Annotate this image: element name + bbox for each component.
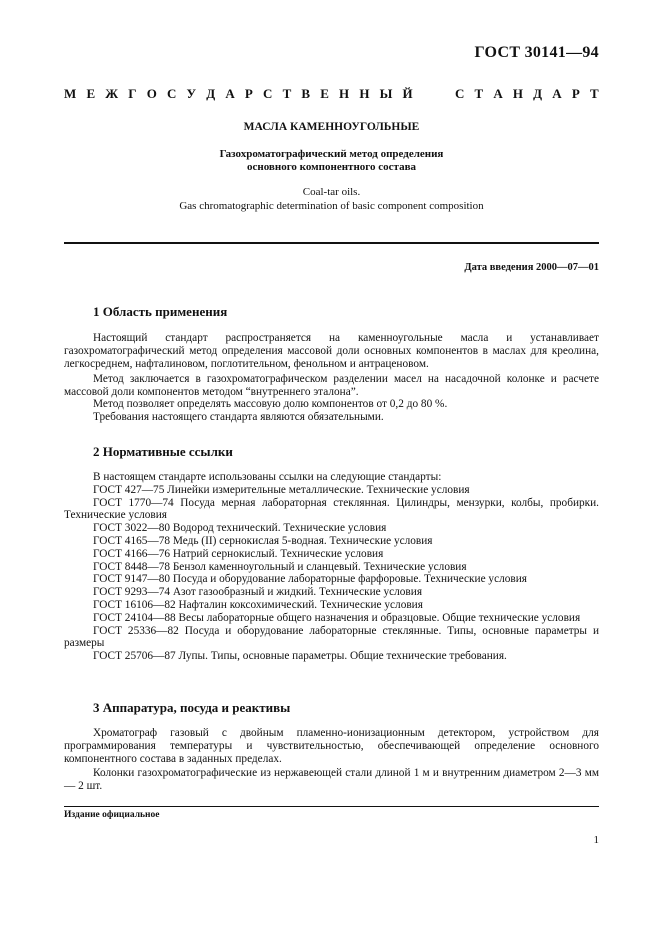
section-heading-normative-references: 2 Нормативные ссылки — [93, 444, 233, 459]
standard-category — [64, 86, 599, 102]
paragraph: Метод заключается в газохроматографическом разделении масел на насадочной колонке и расчете массовой доли компонентов методом “внутреннего эталона”. — [64, 373, 599, 398]
official-edition-label: Издание официальное — [64, 810, 160, 820]
reference-item: ГОСТ 25336—82 Посуда и оборудование лабораторные стеклянные. Типы, основные параметры и размеры — [64, 624, 599, 650]
category-letter: Н — [359, 86, 370, 101]
category-letter: Р — [244, 86, 253, 101]
subtitle-line: основного компонентного состава — [246, 161, 417, 173]
category-word-gap — [423, 86, 445, 102]
category-letter: С — [263, 86, 273, 101]
reference-item: ГОСТ 427—75 Линейки измерительные металлические. Технические условия — [93, 483, 470, 496]
reference-item: ГОСТ 24104—88 Весы лабораторные общего назначения и образцовые. Общие технические условия — [93, 611, 581, 624]
english-title-line: Gas chromatographic determination of basic component composition — [179, 200, 484, 212]
paragraph: Хроматограф газовый с двойным пламенно-ионизационным детектором, устройством для программирования температуры и чувствительностью, обеспечивающей определение основного компонентного состава в заданных пределах. — [64, 727, 599, 765]
reference-item: ГОСТ 4166—76 Натрий сернокислый. Технические условия — [93, 547, 384, 560]
reference-intro: В настоящем стандарте использованы ссылки на следующие стандарты: — [93, 471, 442, 483]
category-letter: Н — [339, 86, 350, 101]
category-letter: Д — [533, 86, 543, 101]
category-letter: М — [64, 86, 77, 101]
reference-item: ГОСТ 4165—78 Медь (II) сернокислая 5-водная. Технические условия — [93, 534, 433, 547]
category-letter: У — [186, 86, 197, 101]
category-letter: Е — [320, 86, 329, 101]
category-letter: В — [301, 86, 311, 101]
reference-item: ГОСТ 3022—80 Водород технический. Технические условия — [93, 522, 387, 535]
reference-item: ГОСТ 9293—74 Азот газообразный и жидкий. Технические условия — [93, 586, 423, 599]
paragraph: Колонки газохроматографические из нержавеющей стали длиной 1 м и внутренним диаметром 2—3 мм — 2 шт. — [64, 767, 599, 792]
category-letter: Ы — [379, 86, 393, 101]
category-letter: Ж — [105, 86, 119, 101]
category-letter: Т — [282, 86, 292, 101]
category-letter: А — [225, 86, 235, 101]
reference-list — [64, 471, 599, 663]
header-divider — [64, 242, 599, 244]
page-number: 1 — [593, 834, 599, 846]
category-letter: Н — [512, 86, 524, 101]
paragraph: Метод позволяет определять массовую долю компонентов от 0,2 до 80 %. — [93, 398, 448, 410]
document-title: МАСЛА КАМЕННОУГОЛЬНЫЕ — [243, 121, 420, 133]
paragraph: Требования настоящего стандарта являются обязательными. — [93, 411, 384, 423]
category-letter: Г — [128, 86, 137, 101]
category-letter: Т — [589, 86, 599, 101]
reference-item: ГОСТ 1770—74 Посуда мерная лабораторная стеклянная. Цилиндры, мензурки, колбы, пробирки. Технические условия — [64, 496, 599, 522]
reference-item: ГОСТ 25706—87 Лупы. Типы, основные параметры. Общие технические требования. — [93, 650, 507, 663]
reference-item: ГОСТ 9147—80 Посуда и оборудование лабораторные фарфоровые. Технические условия — [93, 573, 527, 586]
reference-item: ГОСТ 16106—82 Нафталин коксохимический. Технические условия — [93, 598, 423, 611]
category-letter: О — [146, 86, 157, 101]
english-title — [64, 185, 599, 213]
subtitle-line: Газохроматографический метод определения — [219, 148, 444, 160]
paragraph: Настоящий стандарт распространяется на каменноугольные масла и устанавливает газохроматографический метод определения массовой доли основных компонентов в маслах для креолина, легкосреднем, нафталиновом, поглотительном, фенольном и антраценовом. — [64, 332, 599, 370]
category-letter: Д — [206, 86, 216, 101]
category-letter: А — [493, 86, 503, 101]
category-letter: Р — [571, 86, 580, 101]
section-heading-apparatus: 3 Аппаратура, посуда и реактивы — [93, 700, 291, 715]
english-title-line: Coal-tar oils. — [302, 186, 361, 198]
footer-divider — [64, 806, 599, 807]
introduction-date: Дата введения 2000—07—01 — [464, 262, 599, 273]
category-letter: С — [167, 86, 177, 101]
category-letter: С — [454, 86, 465, 101]
category-letter: Т — [474, 86, 484, 101]
category-letter: Й — [402, 86, 413, 101]
document-subtitle — [64, 148, 599, 174]
category-letter: А — [552, 86, 562, 101]
reference-item: ГОСТ 8448—78 Бензол каменноугольный и сланцевый. Технические условия — [93, 560, 467, 573]
gost-number: ГОСТ 30141—94 — [474, 44, 599, 61]
category-letter: Е — [86, 86, 96, 101]
section-heading-scope: 1 Область применения — [93, 304, 228, 319]
